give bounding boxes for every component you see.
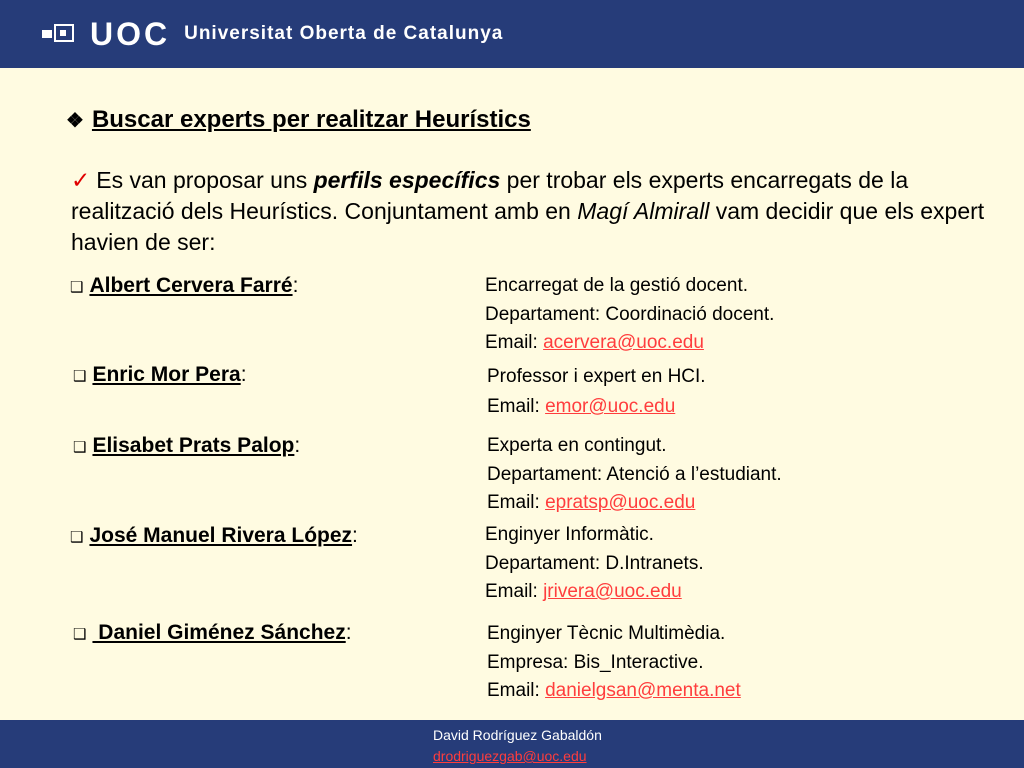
expert-info-enric xyxy=(487,362,706,422)
expert-email-row xyxy=(485,578,704,607)
expert-name-enric xyxy=(73,363,247,387)
email-label: Email: xyxy=(485,581,544,602)
expert-department: Departament: Atenció a l’estudiant. xyxy=(487,463,782,485)
expert-name-text: José Manuel Rivera López xyxy=(89,524,353,547)
expert-email-link[interactable]: danielgsan@menta.net xyxy=(545,680,741,701)
header-bar xyxy=(0,0,1024,68)
expert-email-row xyxy=(485,329,774,358)
expert-email-row xyxy=(487,489,782,518)
expert-info-elisabet xyxy=(487,432,782,518)
expert-name-daniel xyxy=(73,621,352,645)
diamond-bullet-icon: ❖ xyxy=(66,110,84,132)
square-bullet-icon: ❑ xyxy=(73,626,87,643)
expert-name-text: Daniel Giménez Sánchez xyxy=(92,621,346,644)
expert-role: Enginyer Tècnic Multimèdia. xyxy=(487,623,726,644)
expert-role: Experta en contingut. xyxy=(487,435,667,456)
expert-name-elisabet xyxy=(73,434,300,458)
checkmark-icon: ✓ xyxy=(71,167,91,193)
uoc-logo[interactable] xyxy=(42,14,503,54)
uoc-logo-icon xyxy=(42,22,80,46)
expert-company: Empresa: Bis_Interactive. xyxy=(487,651,704,673)
square-bullet-icon: ❑ xyxy=(70,529,84,546)
colon: : xyxy=(292,274,299,297)
expert-email-link[interactable]: acervera@uoc.edu xyxy=(543,332,704,353)
colon: : xyxy=(294,434,301,457)
expert-name-text: Albert Cervera Farré xyxy=(89,274,293,297)
email-label: Email: xyxy=(485,332,544,353)
colon: : xyxy=(352,524,358,547)
intro-text-1: Es van proposar uns xyxy=(96,167,314,193)
footer-email-link[interactable]: drodriguezgab@uoc.edu xyxy=(433,748,587,764)
expert-name-text: Enric Mor Pera xyxy=(92,363,241,386)
expert-role: Enginyer Informàtic. xyxy=(485,524,654,545)
footer-author: David Rodríguez Gabaldón xyxy=(433,727,602,743)
page-title xyxy=(66,106,531,134)
email-label: Email: xyxy=(487,680,546,701)
expert-department: Departament: Coordinació docent. xyxy=(485,303,775,325)
logo-text: UOC xyxy=(90,15,171,52)
square-bullet-icon: ❑ xyxy=(73,439,87,456)
expert-email-row xyxy=(487,677,741,706)
intro-text-3: vam decidir que els expert havien de ser: xyxy=(71,198,985,255)
email-label: Email: xyxy=(487,492,546,513)
expert-info-albert xyxy=(485,272,774,358)
expert-name-albert xyxy=(70,274,298,298)
expert-role: Professor i expert en HCI. xyxy=(487,366,706,387)
expert-email-row xyxy=(487,392,706,422)
expert-name-jose xyxy=(70,524,358,548)
expert-role: Encarregat de la gestió docent. xyxy=(485,275,749,296)
expert-department: Departament: D.Intranets. xyxy=(485,552,704,574)
colon: : xyxy=(240,363,247,386)
expert-email-link[interactable]: epratsp@uoc.edu xyxy=(545,492,696,513)
expert-email-link[interactable]: jrivera@uoc.edu xyxy=(543,581,682,602)
square-bullet-icon: ❑ xyxy=(70,279,84,296)
email-label: Email: xyxy=(487,396,546,417)
square-bullet-icon: ❑ xyxy=(73,368,87,385)
university-name: Universitat Oberta de Catalunya xyxy=(184,23,504,44)
expert-name-text: Elisabet Prats Palop xyxy=(92,434,295,457)
colon: : xyxy=(345,621,352,644)
expert-info-jose xyxy=(485,521,704,607)
expert-info-daniel xyxy=(487,620,741,706)
page-title-text: Buscar experts per realitzar Heurístics xyxy=(91,106,531,133)
intro-emphasis: perfils específics xyxy=(313,167,501,193)
intro-person: Magí Almirall xyxy=(577,198,710,224)
intro-text-2: per trobar els experts encarregats de la realització dels Heurístics. Conjuntament amb en xyxy=(71,167,909,224)
intro-paragraph xyxy=(71,165,1011,258)
expert-email-link[interactable]: emor@uoc.edu xyxy=(545,396,676,417)
